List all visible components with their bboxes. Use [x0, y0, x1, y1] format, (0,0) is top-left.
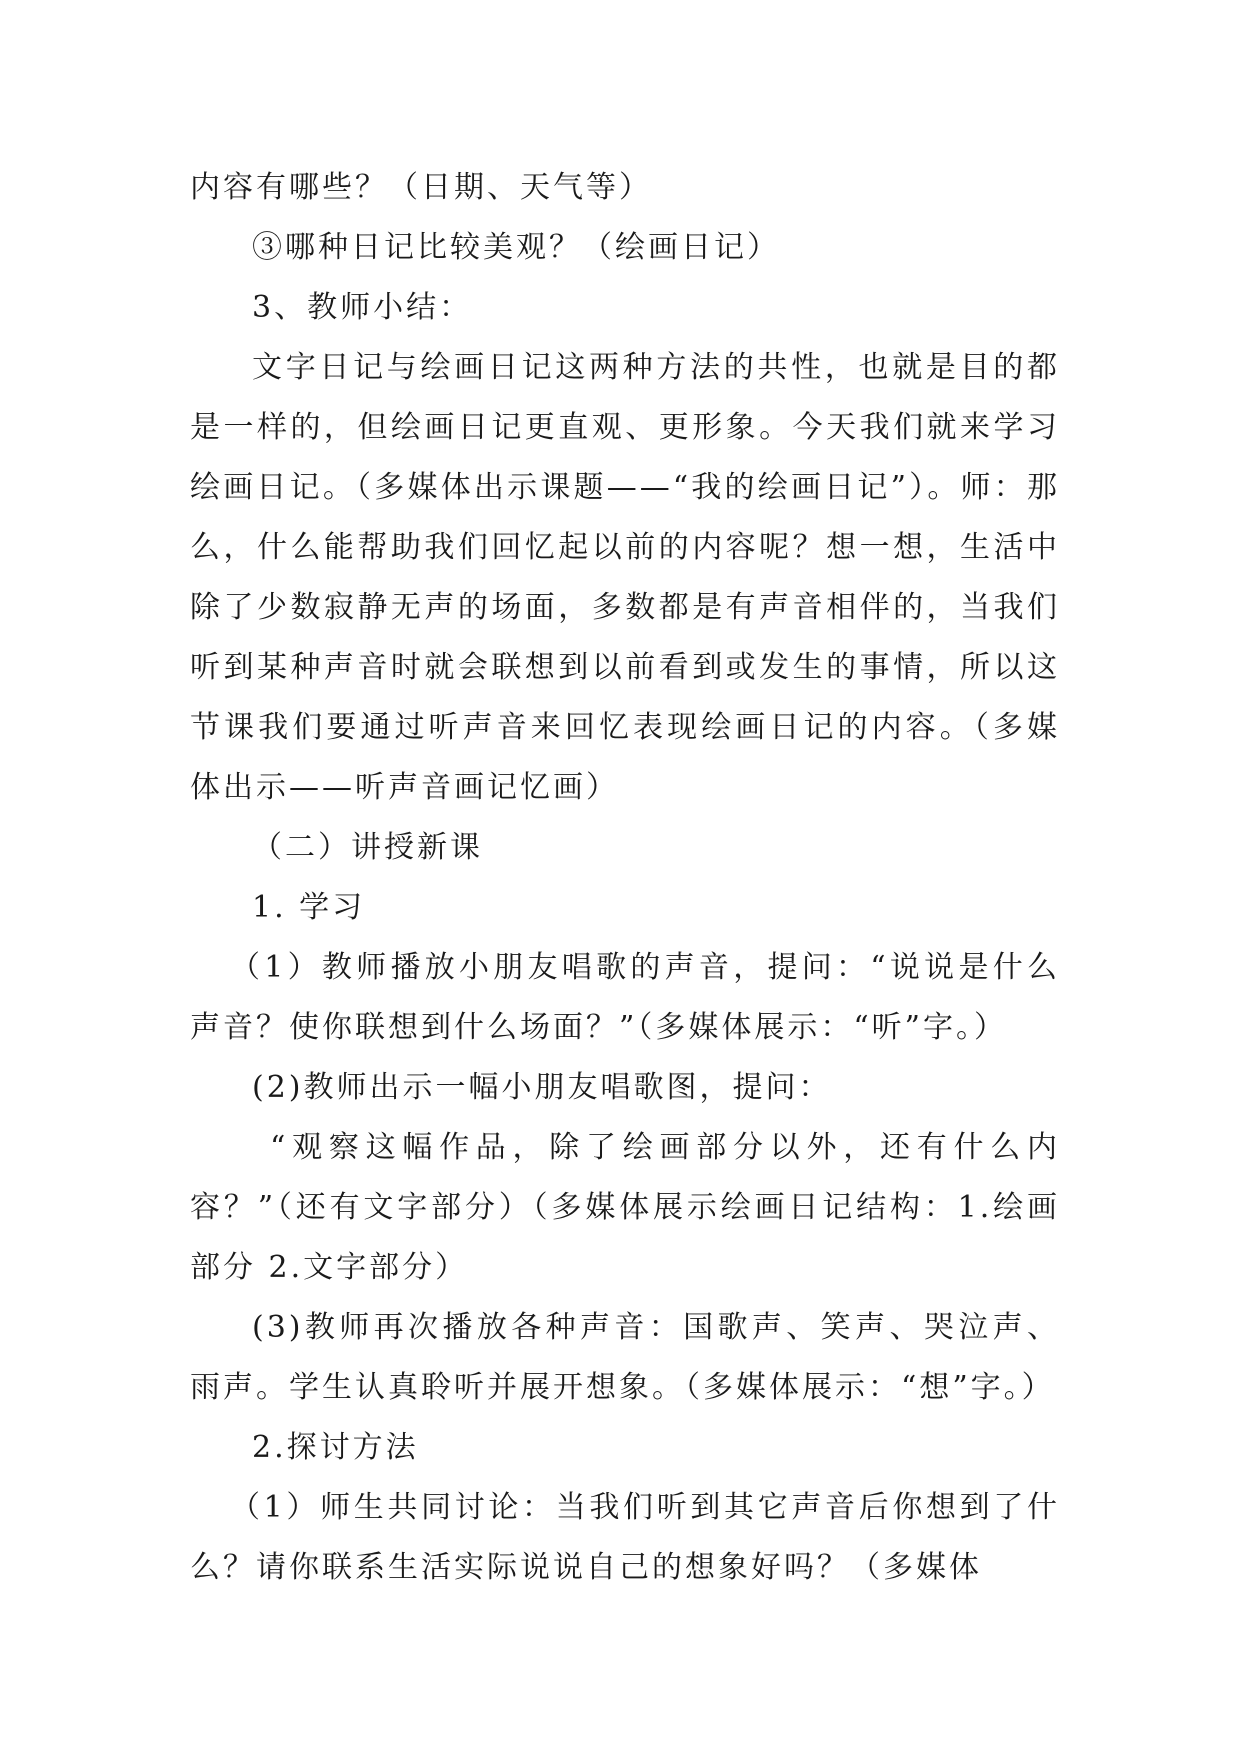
- paragraph-step-3: (3)教师再次播放各种声音：国歌声、笑声、哭泣声、雨声。学生认真聆听并展开想象。（多媒体展示：“想”字。）: [190, 1310, 1060, 1405]
- paragraph-teacher-summary: 文字日记与绘画日记这两种方法的共性，也就是目的都是一样的，但绘画日记更直观、更形象。今天我们就来学习绘画日记。（多媒体出示课题——“我的绘画日记”）。师：那么，什么能帮助我们回忆起以前的内容呢？想一想，生活中除了少数寂静无声的场面，多数都是有声音相伴的，当我们听到某种声音时就会联想到以前看到或发生的事情，所以这节课我们要通过听声音来回忆表现绘画日记的内容。（多媒体出示——听声音画记忆画）: [190, 350, 1060, 805]
- subheading-study: 1. 学习: [252, 890, 366, 925]
- paragraph-step-2-question: “观察这幅作品，除了绘画部分以外，还有什么内容？”（还有文字部分）（多媒体展示绘画日记结构：1.绘画部分 2.文字部分）: [190, 1130, 1060, 1285]
- paragraph-question-3: ③哪种日记比较美观？（绘画日记）: [252, 230, 780, 265]
- paragraph-discussion-1: （1）师生共同讨论：当我们听到其它声音后你想到了什么？请你联系生活实际说说自己的想象好吗？（多媒体: [190, 1490, 1060, 1585]
- document-body: [190, 158, 1060, 1598]
- subheading-discuss-methods: 2.探讨方法: [252, 1430, 419, 1465]
- paragraph-continuation: 内容有哪些？（日期、天气等）: [190, 170, 652, 205]
- paragraph-step-2: (2)教师出示一幅小朋友唱歌图，提问：: [252, 1070, 832, 1105]
- paragraph-teacher-summary-heading: 3、教师小结：: [252, 290, 473, 325]
- section-heading-new-lesson: （二）讲授新课: [252, 830, 483, 865]
- paragraph-step-1: （1）教师播放小朋友唱歌的声音，提问：“说说是什么声音？使你联想到什么场面？”（多媒体展示：“听”字。）: [190, 950, 1060, 1045]
